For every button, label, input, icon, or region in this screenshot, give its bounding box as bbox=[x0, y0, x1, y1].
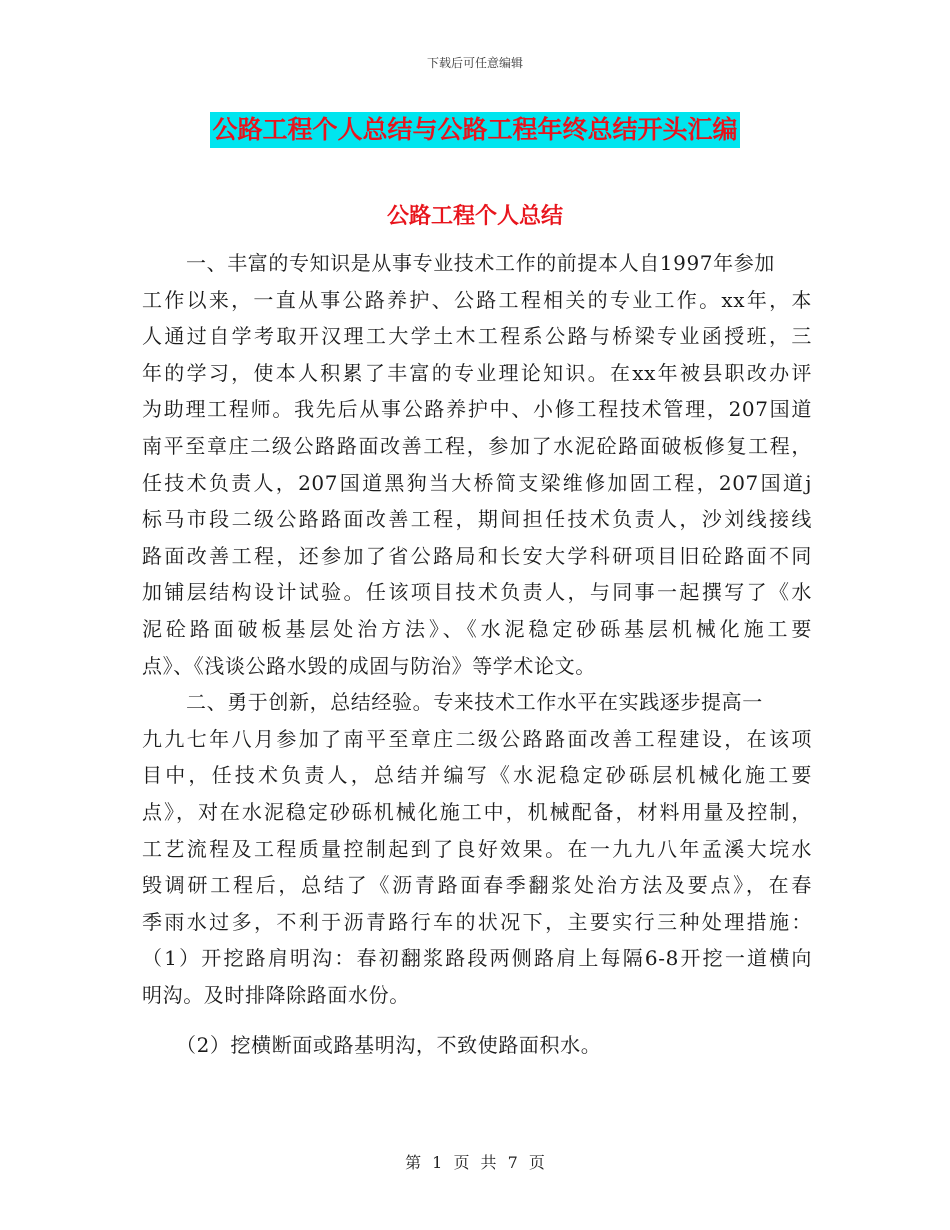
paragraph-line: （1）开挖路肩明沟：春初翻浆路段两侧路肩上每隔6-8开挖一道横向 bbox=[142, 946, 812, 971]
paragraph-line: （2）挖横断面或路基明沟，不致使路面积水。 bbox=[176, 1033, 602, 1058]
paragraph-line: 工作以来，一直从事公路养护、公路工程相关的专业工作。xx年，本 bbox=[142, 287, 812, 312]
paragraph-line: 为助理工程师。我先后从事公路养护中、小修工程技术管理，207国道 bbox=[142, 397, 812, 422]
paragraph-line: 加铺层结构设计试验。任该项目技术负责人，与同事一起撰写了《水 bbox=[142, 580, 812, 605]
paragraph-line: 九九七年八月参加了南平至章庄二级公路路面改善工程建设，在该项 bbox=[142, 726, 812, 751]
paragraph-line: 一、丰富的专知识是从事专业技术工作的前提本人自1997年参加 bbox=[186, 251, 775, 275]
paragraph-line: 季雨水过多，不利于沥青路行车的状况下，主要实行三种处理措施： bbox=[142, 909, 812, 934]
paragraph-line: 南平至章庄二级公路路面改善工程，参加了水泥砼路面破板修复工程， bbox=[142, 433, 812, 458]
paragraph-line: 标马市段二级公路路面改善工程，期间担任技术负责人，沙刘线接线 bbox=[142, 507, 812, 532]
paragraph-line: 任技术负责人，207国道黑狗当大桥简支梁维修加固工程，207国道j bbox=[142, 470, 812, 495]
paragraph-line: 毁调研工程后，总结了《沥青路面春季翻浆处治方法及要点》，在春 bbox=[142, 873, 812, 898]
paragraph-line: 目中，任技术负责人，总结并编写《水泥稳定砂砾层机械化施工要 bbox=[142, 763, 812, 788]
paragraph-line: 二、勇于创新，总结经验。专来技术工作水平在实践逐步提高一 bbox=[186, 690, 763, 715]
section-title: 公路工程个人总结 bbox=[386, 204, 563, 229]
header-note: 下载后可任意编辑 bbox=[426, 56, 523, 70]
paragraph-line: 年的学习，使本人积累了丰富的专业理论知识。在xx年被县职改办评 bbox=[142, 360, 812, 385]
document-title: 公路工程个人总结与公路工程年终总结开头汇编 bbox=[210, 112, 739, 148]
paragraph-line: 工艺流程及工程质量控制起到了良好效果。在一九九八年孟溪大垸水 bbox=[142, 836, 812, 861]
paragraph-line: 人通过自学考取开汉理工大学土木工程系公路与桥梁专业函授班，三 bbox=[142, 324, 812, 349]
body-text bbox=[142, 245, 812, 1064]
paragraph-line: 点》，对在水泥稳定砂砾机械化施工中，机械配备，材料用量及控制， bbox=[142, 799, 812, 824]
paragraph-line: 路面改善工程，还参加了省公路局和长安大学科研项目旧砼路面不同 bbox=[142, 543, 812, 568]
paragraph-line: 点》、《浅谈公路水毁的成固与防治》等学术论文。 bbox=[142, 653, 596, 678]
page-footer: 第 1 页 共 7 页 bbox=[405, 1153, 545, 1172]
document-title-wrap bbox=[0, 112, 950, 148]
paragraph-line: 明沟。及时排降除路面水份。 bbox=[142, 982, 410, 1007]
paragraph-line: 泥砼路面破板基层处治方法》、《水泥稳定砂砾基层机械化施工要 bbox=[142, 616, 812, 641]
